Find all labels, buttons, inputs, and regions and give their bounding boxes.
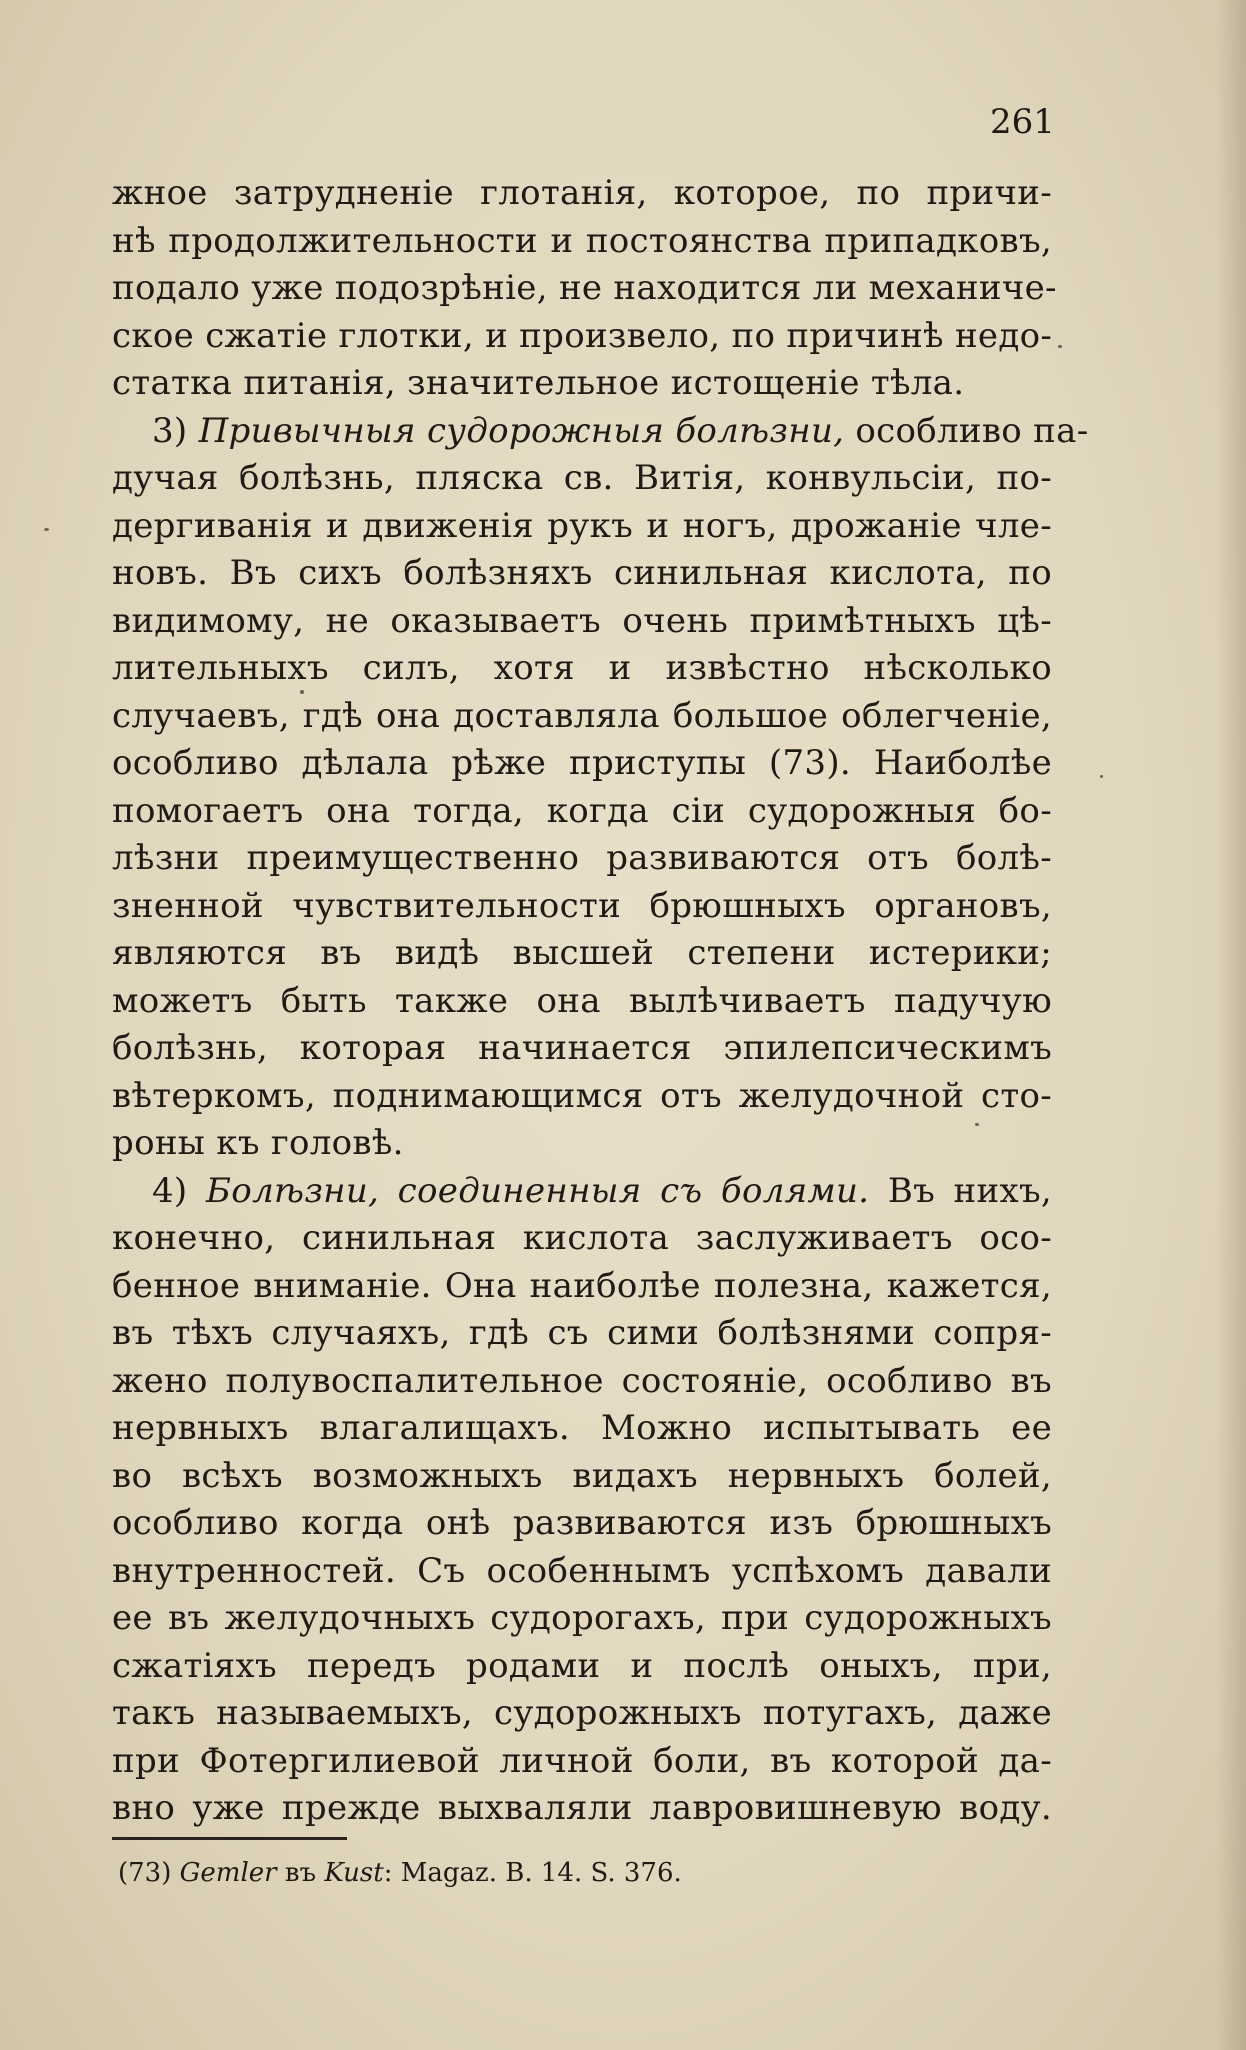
line-continuation: Въ нихъ, [869,1170,1052,1211]
text-line: жное затрудненіе глотанія, которое, по причи- [112,173,1052,213]
footnote-author: Gemler [179,1858,277,1888]
item-number: 3) [152,410,199,451]
text-line: нервныхъ влагалищахъ. Можно испытывать ее [112,1408,1052,1448]
text-line: случаевъ, гдѣ она доставляла большое облегченіе, [112,695,1052,736]
paper-speck [1058,345,1062,348]
text-line: болѣзнь, которая начинается эпилепсическимъ [112,1028,1052,1068]
text-line: ее въ желудочныхъ судорогахъ, при судорожныхъ [112,1598,1052,1638]
text-line: видимому, не оказываетъ очень примѣтныхъ цѣ- [112,600,1052,641]
text-line: жено полувоспалительное состояніе, особливо въ [112,1360,1052,1401]
text-line: при Фотергилиевой личной боли, въ которой да- [112,1740,1052,1781]
page-edge-shadow [1216,0,1246,2050]
page-number: 261 [990,102,1055,142]
body-text [112,170,1089,1833]
footnote-source: Kust [324,1858,384,1888]
text-line: особливо когда онѣ развиваются изъ брюшныхъ [112,1503,1052,1543]
text-line: лительныхъ силъ, хотя и извѣстно нѣсколько [112,648,1052,688]
text-line: ское сжатіе глотки, и произвело, по причинѣ недо- [112,315,1053,356]
text-line: помогаетъ она тогда, когда сіи судорожныя бо- [112,790,1052,831]
text-line: дергиванія и движенія рукъ и ногъ, дрожаніе чле- [112,505,1052,546]
text-line: роны къ головѣ. [112,1123,404,1163]
text-line: нѣ продолжительности и постоянства припадковъ, [112,220,1052,261]
line-continuation: особливо па- [844,410,1089,451]
text-line: такъ называемыхъ, судорожныхъ потугахъ, даже [112,1693,1052,1733]
text-line [112,408,1089,456]
paper-speck [300,690,304,694]
footnote-connector: въ [276,1858,325,1888]
text-line [112,1168,1052,1216]
section-heading: Болѣзни, соединенныя съ болями. [206,1170,870,1211]
paper-speck [44,528,49,531]
text-line: вѣтеркомъ, поднимающимся отъ желудочной сто- [112,1075,1052,1116]
section-heading: Привычныя судорожныя болѣзни, [198,410,845,451]
text-line: особливо дѣлала рѣже приступы (73). Наиболѣе [112,743,1052,783]
text-line: являются въ видѣ высшей степени истерики; [112,933,1052,973]
text-line: сжатіяхъ передъ родами и послѣ оныхъ, при, [112,1645,1052,1686]
text-line: лѣзни преимущественно развиваются отъ болѣ- [112,838,1052,878]
text-line: зненной чувствительности брюшныхъ органовъ, [112,885,1052,926]
paper-speck [1100,775,1103,778]
text-line: бенное вниманіе. Она наиболѣе полезна, кажется, [112,1265,1052,1306]
text-line: статка питанія, значительное истощеніе тѣла. [112,363,965,403]
footnote-marker: (73) [118,1858,172,1888]
text-line: вно уже прежде выхваляли лавровишневую воду. [112,1788,1052,1828]
text-line: во всѣхъ возможныхъ видахъ нервныхъ болей, [112,1455,1052,1496]
text-line: подало уже подозрѣніе, не находится ли механиче- [112,268,1057,308]
footnote-separator [112,1837,347,1840]
text-line: дучая болѣзнь, пляска св. Витія, конвульсіи, по- [112,458,1052,498]
text-line: конечно, синильная кислота заслуживаетъ осо- [112,1218,1052,1258]
item-number: 4) [152,1170,207,1211]
text-line: можетъ быть также она вылѣчиваетъ падучую [112,980,1052,1021]
footnote [118,1858,682,1888]
paper-speck [975,1123,979,1126]
text-line: внутренностей. Съ особеннымъ успѣхомъ давали [112,1550,1052,1591]
footnote-reference: : Magaz. B. 14. S. 376. [383,1858,682,1888]
text-line: въ тѣхъ случаяхъ, гдѣ съ сими болѣзнями сопря- [112,1313,1052,1353]
text-line: новъ. Въ сихъ болѣзняхъ синильная кислота, по [112,553,1052,593]
